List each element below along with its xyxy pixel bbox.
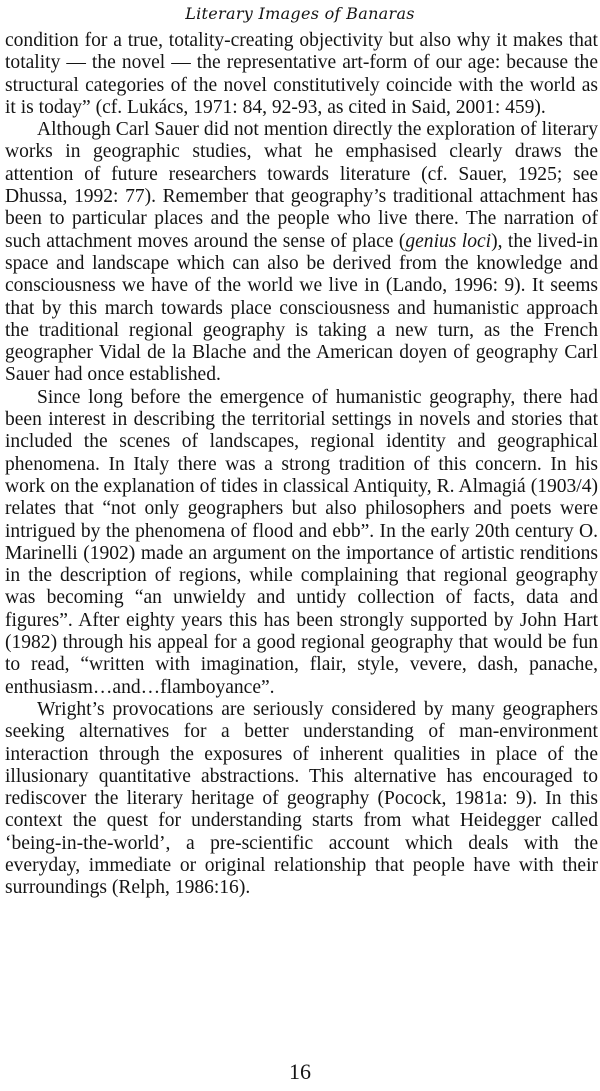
paragraph-2-text-b: ), the lived-in space and landscape which can also be derived from the knowledge and consciousness we have of the world we live in (Lando, 1996: 9). It seems that by this march towards place consciousness and humanistic approach the traditional regional geography is taking a new turn, as the French geographer Vidal de la Blache and the American doyen of geography Carl Sauer had once established. — [5, 230, 598, 386]
body-text — [5, 30, 598, 900]
running-header: Literary Images of Banaras — [185, 4, 415, 23]
paragraph-2-italic-term: genius loci — [405, 230, 492, 252]
paragraph-3: Since long before the emergence of humanistic geography, there had been interest in describing the territorial settings in novels and stories that included the scenes of landscapes, regional identity and geographical phenomena. In Italy there was a strong tradition of this concern. In his work on the explanation of tides in classical Antiquity, R. Almagiá (1903/4) relates that “not only geographers but also philosophers and poets were intrigued by the phenomena of flood and ebb”. In the early 20th century O. Marinelli (1902) made an argument on the importance of artistic renditions in the description of regions, while complaining that regional geography was becoming “an unwieldy and untidy collection of facts, data and figures”. After eighty years this has been strongly supported by John Hart (1982) through his appeal for a good regional geography that would be fun to read, “written with imagination, flair, style, vevere, dash, panache, enthusiasm…and…flamboyance”. — [5, 386, 598, 698]
page-number: 16 — [289, 1059, 311, 1084]
paragraph-4: Wright’s provocations are seriously considered by many geographers seeking alternatives for a better understanding of man-environment interaction through the exposures of inherent qualities in place of the illusionary quantitative abstractions. This alternative has encouraged to rediscover the literary heritage of geography (Pocock, 1981a: 9). In this context the quest for understanding starts from what Heidegger called ‘being-in-the-world’, a pre-scientific account which deals with the everyday, immediate or original relationship that people have with their surroundings (Relph, 1986:16). — [5, 698, 598, 899]
paragraph-1: condition for a true, totality-creating objectivity but also why it makes that totality — the novel — the representative art-form of our age: because the structural categories of the novel constitutively coincide with the world as it is today” (cf. Lukács, 1971: 84, 92-93, as cited in Said, 2001: 459). — [5, 30, 598, 118]
paragraph-2-text-a: Although Carl Sauer did not mention directly the exploration of literary works in geographic studies, what he emphasised clearly draws the attention of future researchers towards literature (cf. Sauer, 1925; see Dhussa, 1992: 77). Remember that geography’s traditional attachment has been to particular places and the people who live there. The narration of such attachment moves around the sense of place ( — [5, 119, 598, 252]
paragraph-2 — [5, 119, 598, 387]
